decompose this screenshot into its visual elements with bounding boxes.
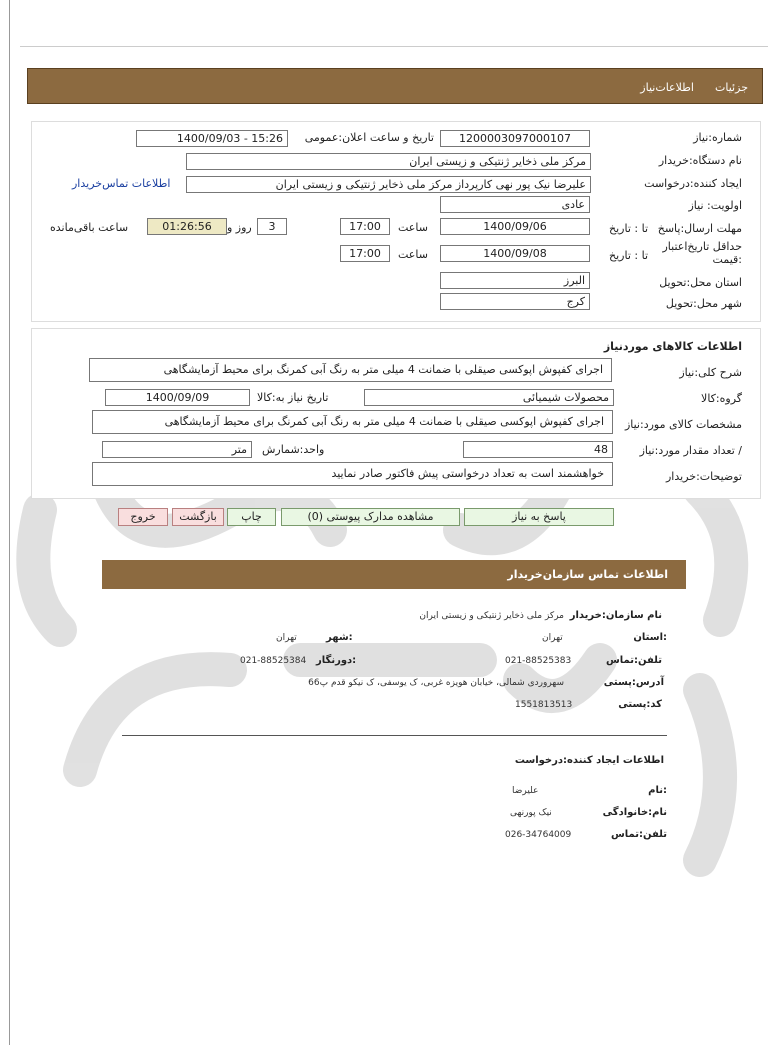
- deadline-label: مهلت ارسال:پاسخ: [657, 222, 742, 235]
- creator-name-value: علیرضا: [512, 786, 539, 796]
- contact-phone-label: تلفن:تماس: [605, 655, 662, 666]
- contact-postal-value: 1551813513: [515, 700, 573, 710]
- validity-hour-label: ساعت: [398, 248, 428, 261]
- need-date-label: تاریخ نیاز به:کالا: [257, 391, 329, 404]
- contact-fax-label: :دورنگار: [316, 655, 357, 666]
- unit-field[interactable]: متر: [102, 441, 252, 458]
- delivery-province-field[interactable]: البرز: [440, 272, 590, 289]
- validity-label-2: :قیمت: [712, 253, 742, 266]
- buyer-contact-title: اطلاعات تماس سازمان‌خریدار: [507, 568, 668, 581]
- creator-name-label: :نام: [648, 785, 667, 796]
- goods-group-field[interactable]: محصولات شیمیائی: [364, 389, 614, 406]
- left-border: [9, 0, 10, 1045]
- announce-date-field[interactable]: 1400/09/03 - 15:26: [136, 130, 288, 147]
- days-label: روز و: [227, 221, 252, 234]
- goods-spec-label: مشخصات کالای مورد:نیاز: [624, 418, 742, 431]
- delivery-city-field[interactable]: کرج: [440, 293, 590, 310]
- reply-button[interactable]: پاسخ به نیاز: [464, 508, 614, 526]
- tab-details[interactable]: جزئیات: [715, 81, 748, 94]
- top-divider: [20, 46, 768, 47]
- contact-address-label: آدرس:پستی: [603, 677, 664, 688]
- back-button[interactable]: بازگشت: [172, 508, 224, 526]
- contact-province-value: تهران: [542, 633, 563, 643]
- tab-need-info[interactable]: اطلاعات‌نیاز: [640, 81, 694, 94]
- deadline-date-field[interactable]: 1400/09/06: [440, 218, 590, 235]
- days-remaining-field: 3: [257, 218, 287, 235]
- buyer-org-name-label: نام سازمان:خریدار: [569, 610, 662, 621]
- buyer-org-field[interactable]: مرکز ملی ذخایر ژنتیکی و زیستی ایران: [186, 153, 591, 170]
- buyer-contact-header: [102, 560, 686, 589]
- contact-postal-label: کد:پستی: [618, 699, 662, 710]
- contact-phone-value: 021-88525383: [505, 656, 572, 666]
- creator-phone-value: 026-34764009: [505, 830, 572, 840]
- creator-family-value: نیک پورنهی: [510, 808, 552, 818]
- goods-section-title: اطلاعات کالاهای موردنیاز: [603, 340, 742, 353]
- creator-info-title: اطلاعات ایجاد کننده:درخواست: [514, 755, 664, 766]
- buyer-notes-field[interactable]: خواهشمند است به تعداد درخواستی پیش فاکتور صادر نمایید: [92, 462, 613, 486]
- contact-city-label: :شهر: [326, 632, 353, 643]
- need-description-label: شرح کلی:نیاز: [679, 366, 742, 379]
- priority-label: اولویت: نیاز: [688, 199, 742, 212]
- creator-label: ایجاد کننده:درخواست: [644, 177, 742, 190]
- priority-field[interactable]: عادی: [440, 196, 590, 213]
- quantity-field[interactable]: 48: [463, 441, 613, 458]
- remaining-time-label: ساعت باقی‌مانده: [50, 221, 129, 234]
- announce-date-label: تاریخ و ساعت اعلان:عمومی: [304, 131, 434, 144]
- validity-to-date-label: تا : تاریخ: [609, 249, 648, 262]
- contact-divider: [122, 735, 667, 736]
- deadline-hour-label: ساعت: [398, 221, 428, 234]
- unit-label: واحد:شمارش: [262, 443, 325, 456]
- contact-address-value: سهروردی شمالی، خیابان هویزه غربی، ک یوسفی، ک نیکو قدم پ66: [308, 678, 564, 688]
- remaining-time-field: 01:26:56: [147, 218, 227, 235]
- goods-group-label: گروه:کالا: [701, 392, 742, 405]
- details-header-bar: [27, 68, 763, 104]
- deadline-to-date-label: تا : تاریخ: [609, 222, 648, 235]
- creator-family-label: نام:خانوادگی: [602, 807, 667, 818]
- delivery-province-label: استان محل:تحویل: [659, 276, 742, 289]
- need-date-field[interactable]: 1400/09/09: [105, 389, 250, 406]
- buyer-org-label: نام دستگاه:خریدار: [658, 154, 742, 167]
- validity-date-field[interactable]: 1400/09/08: [440, 245, 590, 262]
- need-info-panel: [31, 121, 761, 322]
- quantity-label: / تعداد مقدار مورد:نیاز: [639, 444, 742, 457]
- contact-fax-value: 021-88525384: [240, 656, 307, 666]
- need-number-label: شماره:نیاز: [693, 131, 742, 144]
- need-description-field[interactable]: اجرای کفپوش اپوکسی صیقلی با ضمانت 4 میلی متر به رنگ آبی کمرنگ برای محیط آزمایشگاهی: [89, 358, 612, 382]
- validity-time-field[interactable]: 17:00: [340, 245, 390, 262]
- view-attachments-button[interactable]: مشاهده مدارک پیوستی (0): [281, 508, 460, 526]
- buyer-notes-label: توضیحات:خریدار: [666, 470, 742, 483]
- buyer-org-name-value: مرکز ملی ذخایر ژنتیکی و زیستی ایران: [419, 611, 564, 621]
- need-number-field[interactable]: 1200003097000107: [440, 130, 590, 147]
- delivery-city-label: شهر محل:تحویل: [665, 297, 742, 310]
- creator-field[interactable]: علیرضا نیک پور نهی کارپرداز مرکز ملی ذخایر ژنتیکی و زیستی ایران: [186, 176, 591, 193]
- creator-phone-label: تلفن:تماس: [610, 829, 667, 840]
- goods-spec-field[interactable]: اجرای کفپوش اپوکسی صیقلی با ضمانت 4 میلی متر به رنگ آبی کمرنگ برای محیط آزمایشگاهی: [92, 410, 613, 434]
- contact-city-value: تهران: [276, 633, 297, 643]
- buyer-contact-link[interactable]: اطلاعات تماس‌خریدار: [72, 177, 171, 190]
- exit-button[interactable]: خروج: [118, 508, 168, 526]
- print-button[interactable]: چاپ: [227, 508, 276, 526]
- deadline-time-field[interactable]: 17:00: [340, 218, 390, 235]
- contact-province-label: :استان: [633, 632, 667, 643]
- validity-label: حداقل تاریخ‌اعتبار: [662, 240, 742, 253]
